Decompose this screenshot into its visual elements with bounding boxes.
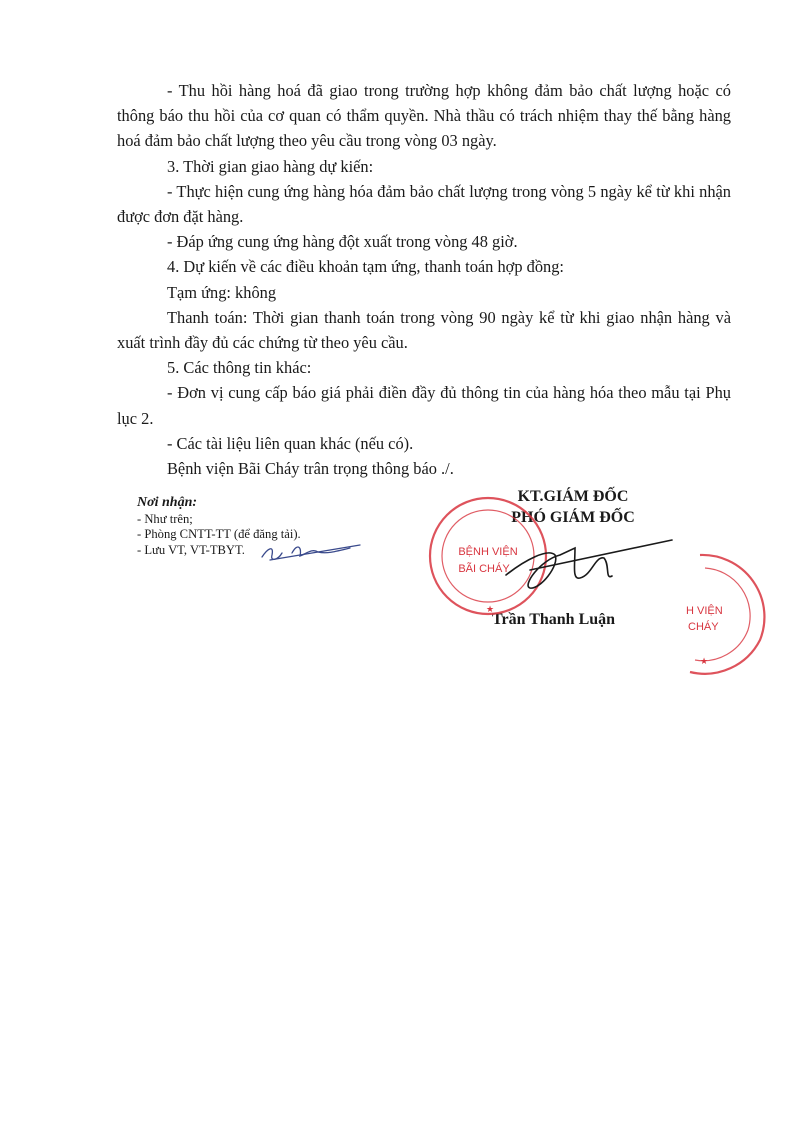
red-stamp-main	[430, 498, 546, 614]
paragraph-closing-notice: Bệnh viện Bãi Cháy trân trọng thông báo ./.	[167, 459, 454, 479]
paragraph-recall-goods: - Thu hồi hàng hoá đã giao trong trường hợp không đảm bảo chất lượng hoặc có thông báo thu hồi của cơ quan có thẩm quyền. Nhà thầu có trách nhiệm thay thế bằng hàng hoá đảm bảo chất lượng theo yêu cầu trong vòng 03 ngày.	[117, 81, 731, 151]
signature-title-line2: PHÓ GIÁM ĐỐC	[511, 509, 635, 526]
signer-name: Trần Thanh Luận	[492, 611, 616, 628]
stamp-edge-text-line1: H VIỆN	[686, 605, 723, 617]
recipient-item: - Lưu VT, VT-TBYT.	[137, 542, 245, 557]
stamp-star-icon: ★	[485, 604, 495, 614]
paragraph-other-info-heading: 5. Các thông tin khác:	[167, 358, 312, 378]
paragraph-payment-terms-heading: 4. Dự kiến về các điều khoản tạm ứng, thanh toán hợp đồng:	[167, 257, 564, 277]
red-stamp-partial	[686, 555, 764, 674]
initials-signature	[262, 545, 360, 560]
paragraph-delivery-5-days: - Thực hiện cung ứng hàng hóa đảm bảo chất lượng trong vòng 5 ngày kể từ khi nhận được đơn đặt hàng.	[117, 181, 731, 227]
stamp-edge-star-icon: ★	[700, 656, 709, 666]
paragraph-payment-90-days: Thanh toán: Thời gian thanh toán trong vòng 90 ngày kể từ khi giao nhận hàng và xuất trình đầy đủ các chứng từ theo yêu cầu.	[117, 307, 731, 353]
paragraph-urgent-48-hours: - Đáp ứng cung ứng hàng đột xuất trong vòng 48 giờ.	[167, 232, 518, 252]
paragraph-related-documents: - Các tài liệu liên quan khác (nếu có).	[167, 433, 414, 453]
stamp-edge-text-line2: CHÁY	[688, 621, 719, 633]
paragraph-delivery-time-heading: 3. Thời gian giao hàng dự kiến:	[167, 156, 374, 176]
stamp-text-line2: BÃI CHÁY	[458, 563, 510, 575]
paragraph-fill-appendix: - Đơn vị cung cấp báo giá phải điền đầy đủ thông tin của hàng hóa theo mẫu tại Phụ lục 2.	[117, 383, 731, 428]
stamp-text-line1: BỆNH VIỆN	[458, 546, 518, 558]
recipient-item: - Phòng CNTT-TT (để đăng tải).	[137, 527, 301, 541]
director-signature	[506, 540, 672, 588]
paragraph-advance-payment: Tạm ứng: không	[167, 282, 277, 302]
signature-title-line1: KT.GIÁM ĐỐC	[517, 488, 629, 505]
recipient-item: - Như trên;	[137, 511, 193, 526]
recipients-title: Nơi nhận:	[137, 495, 198, 510]
